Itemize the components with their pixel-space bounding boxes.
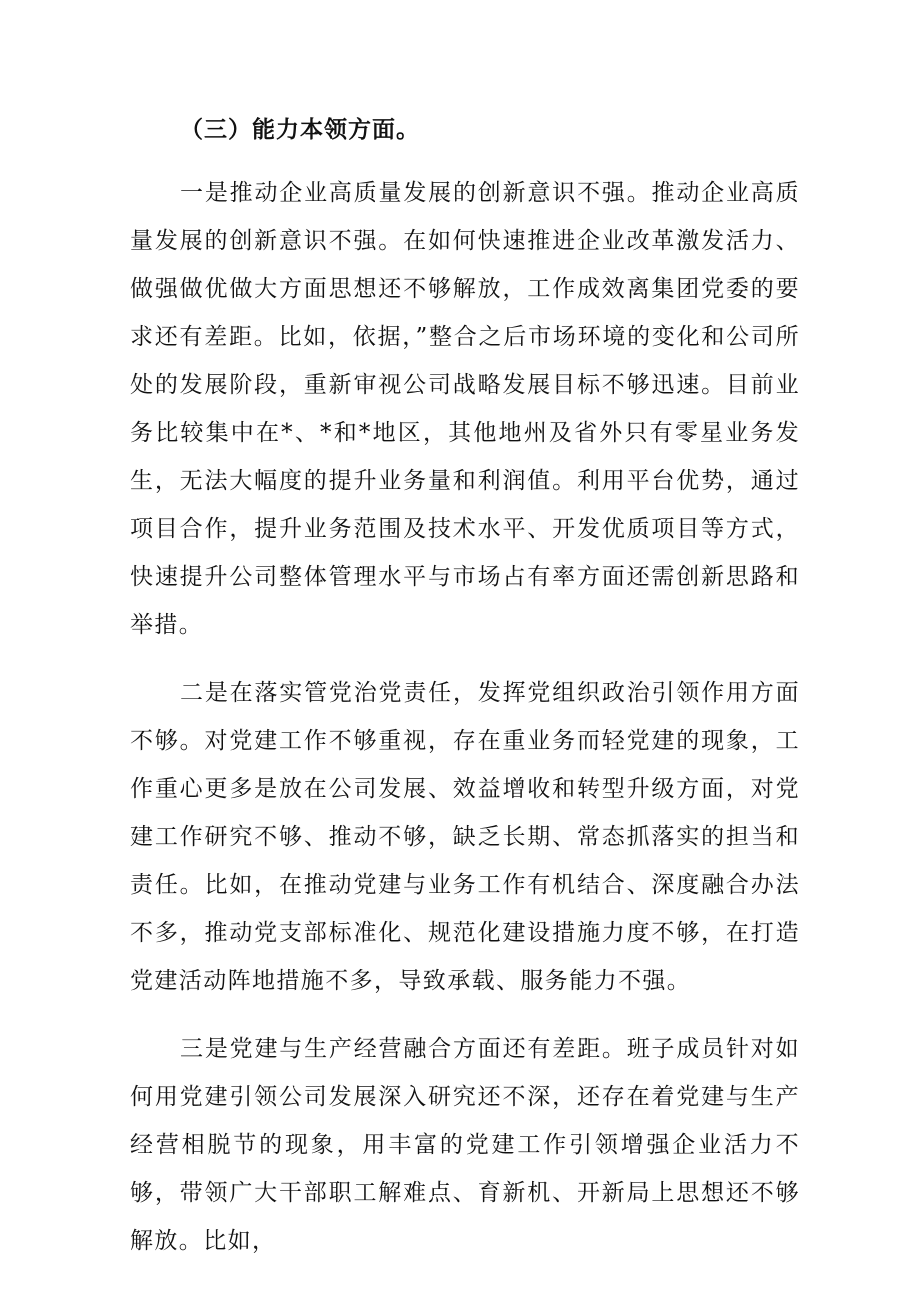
- paragraph-party-business-integration: 三是党建与生产经营融合方面还有差距。班子成员针对如何用党建引领公司发展深入研究还不深，还存在着党建与生产经营相脱节的现象，用丰富的党建工作引领增强企业活力不够，带领广大干部职工解难点、育新机、开新局上思想还不够解放。比如，: [130, 1036, 800, 1254]
- section-heading: （三）能力本领方面。: [180, 116, 420, 143]
- paragraph-innovation: 一是推动企业高质量发展的创新意识不强。推动企业高质量发展的创新意识不强。在如何快速推进企业改革激发活力、做强做优做大方面思想还不够解放，工作成效离集团党委的要求还有差距。比如，依据，”整合之后市场环境的变化和公司所处的发展阶段，重新审视公司战略发展目标不够迅速。目前业务比较集中在*、*和*地区，其他地州及省外只有零星业务发生，无法大幅度的提升业务量和利润值。利用平台优势，通过项目合作，提升业务范围及技术水平、开发优质项目等方式，快速提升公司整体管理水平与市场占有率方面还需创新思路和举措。: [130, 180, 800, 638]
- paragraph-party-responsibility: 二是在落实管党治党责任，发挥党组织政治引领作用方面不够。对党建工作不够重视，存在重业务而轻党建的现象，工作重心更多是放在公司发展、效益增收和转型升级方面，对党建工作研究不够、推动不够，缺乏长期、常态抓落实的担当和责任。比如，在推动党建与业务工作有机结合、深度融合办法不多，推动党支部标准化、规范化建设措施力度不够，在打造党建活动阵地措施不多，导致承载、服务能力不强。: [130, 680, 800, 994]
